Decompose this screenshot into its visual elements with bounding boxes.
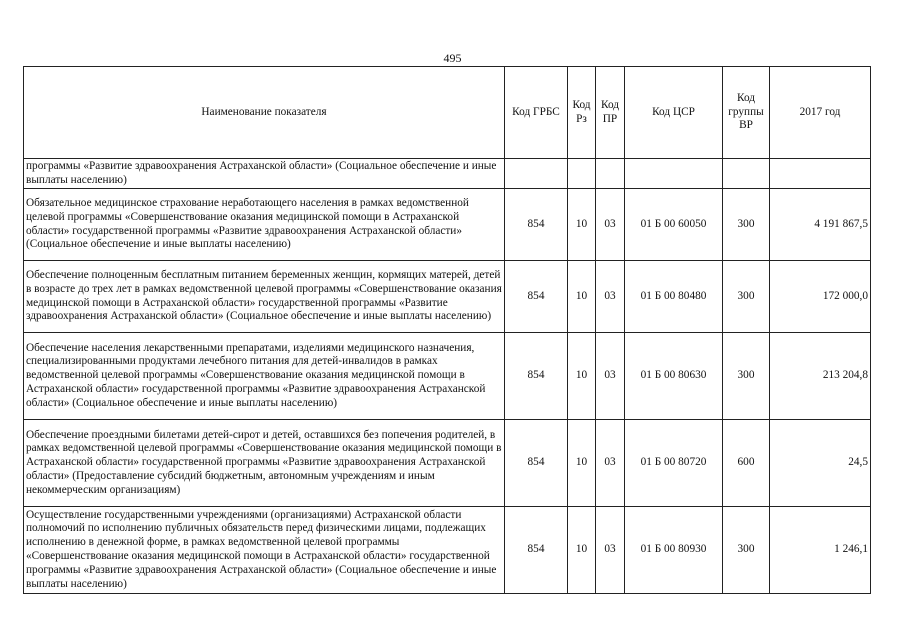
header-year: 2017 год [770,67,871,159]
row-pr: 03 [596,189,625,261]
table-row [24,189,871,261]
header-grbs: Код ГРБС [505,67,568,159]
row-amount [770,159,871,189]
header-vr: Код группы ВР [723,67,770,159]
row-amount: 213 204,8 [770,333,871,420]
row-csr: 01 Б 00 60050 [625,189,723,261]
table-row [24,261,871,333]
header-name: Наименование показателя [24,67,505,159]
row-name: Осуществление государственными учреждениями (организациями) Астраханской области полномочий по исполнению публичных обязательств перед физическими лицами, подлежащих исполнению в денежной форме, в рамках ведомственной целевой программы «Совершенствование оказания медицинской помощи в Астраханской области» государственной программы «Развитие здравоохранения Астраханской области» (Социальное обеспечение и иные выплаты населению) [24,507,505,594]
row-name: Обеспечение полноценным бесплатным питанием беременных женщин, кормящих матерей, детей в возрасте до трех лет в рамках ведомственной целевой программы «Совершенствование оказания медицинской помощи в Астраханской области» государственной программы «Развитие здравоохранения Астраханской области» (Социальное обеспечение и иные выплаты населению) [24,261,505,333]
table-row [24,420,871,507]
table-row [24,507,871,594]
row-grbs: 854 [505,507,568,594]
table-row-continuation [24,159,871,189]
row-pr: 03 [596,507,625,594]
row-amount: 172 000,0 [770,261,871,333]
row-rz: 10 [568,333,596,420]
row-name: Обеспечение проездными билетами детей-сирот и детей, оставшихся без попечения родителей, в рамках ведомственной целевой программы «Совершенствование оказания медицинской помощи в Астраханской области» государственной программы «Развитие здравоохранения Астраханской области» (Предоставление субсидий бюджетным, автономным учреждениям и иным некоммерческим организациям) [24,420,505,507]
row-amount: 1 246,1 [770,507,871,594]
row-vr: 300 [723,261,770,333]
row-vr: 300 [723,333,770,420]
row-pr: 03 [596,420,625,507]
row-csr: 01 Б 00 80720 [625,420,723,507]
header-csr: Код ЦСР [625,67,723,159]
row-vr [723,159,770,189]
table-row [24,333,871,420]
row-pr: 03 [596,261,625,333]
row-grbs: 854 [505,420,568,507]
row-csr: 01 Б 00 80480 [625,261,723,333]
row-csr: 01 Б 00 80930 [625,507,723,594]
row-rz: 10 [568,420,596,507]
header-rz: Код Рз [568,67,596,159]
header-row [24,67,871,159]
row-name: Обеспечение населения лекарственными препаратами, изделиями медицинского назначения, специализированными продуктами лечебного питания для детей-инвалидов в рамках ведомственной целевой программы «Совершенствование оказания медицинской помощи в Астраханской области» государственной программы «Развитие здравоохранения Астраханской области» (Социальное обеспечение и иные выплаты населению) [24,333,505,420]
page-number: 495 [443,51,462,65]
row-grbs [505,159,568,189]
row-csr [625,159,723,189]
row-grbs: 854 [505,261,568,333]
row-csr: 01 Б 00 80630 [625,333,723,420]
row-vr: 600 [723,420,770,507]
row-rz: 10 [568,507,596,594]
row-pr [596,159,625,189]
row-rz: 10 [568,261,596,333]
row-grbs: 854 [505,189,568,261]
row-pr: 03 [596,333,625,420]
row-vr: 300 [723,507,770,594]
budget-table [23,66,871,594]
row-name: Обязательное медицинское страхование неработающего населения в рамках ведомственной целевой программы «Совершенствование оказания медицинской помощи в Астраханской области» государственной программы «Развитие здравоохранения Астраханской области» (Социальное обеспечение и иные выплаты населению) [24,189,505,261]
row-amount: 24,5 [770,420,871,507]
row-rz [568,159,596,189]
row-rz: 10 [568,189,596,261]
row-name: программы «Развитие здравоохранения Астраханской области» (Социальное обеспечение и иные выплаты населению) [24,159,505,189]
row-grbs: 854 [505,333,568,420]
row-amount: 4 191 867,5 [770,189,871,261]
row-vr: 300 [723,189,770,261]
header-pr: Код ПР [596,67,625,159]
